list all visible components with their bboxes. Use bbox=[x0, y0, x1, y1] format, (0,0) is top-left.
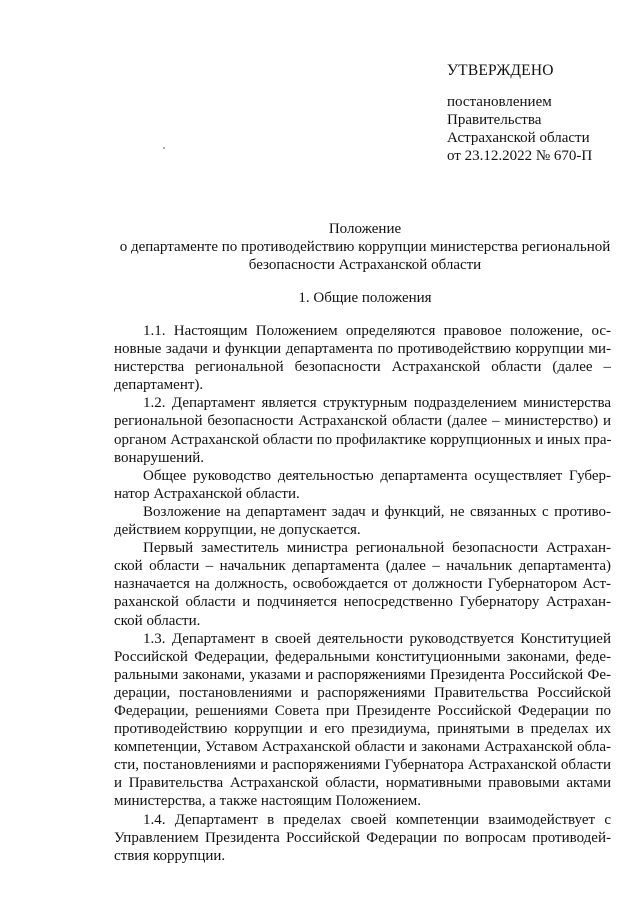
paragraph-line: Возложение на департамент задач и функций, не связанных с противо- bbox=[143, 503, 611, 520]
paragraph-line: нистерства региональной безопасности Астраханской области (далее – bbox=[114, 359, 611, 376]
approval-block bbox=[447, 62, 637, 165]
document-heading bbox=[100, 220, 630, 274]
paragraph-line: региональной безопасности Астраханской области (далее – министерство) и bbox=[114, 413, 611, 430]
paragraph bbox=[114, 467, 611, 503]
paragraph-line: вонарушений. bbox=[114, 449, 205, 466]
heading-subtitle-line: о департаменте по противодействию коррупции министерства региональной bbox=[119, 239, 611, 255]
paragraph-line: 1.1. Настоящим Положением определяются правовое положение, ос- bbox=[143, 323, 611, 339]
paragraph-line: органом Астраханской области по профилактике коррупционных и иных пра- bbox=[114, 431, 612, 448]
paragraph-line: раханской области и подчиняется непосредственно Губернатору Астрахан- bbox=[114, 594, 611, 611]
paragraph-line: Управлением Президента Российской Федерации по вопросам противодей- bbox=[114, 829, 611, 846]
paragraph bbox=[114, 539, 611, 629]
paragraph-line: Федерации, решениями Совета при Президенте Российской Федерации по bbox=[114, 702, 611, 719]
approval-line: от 23.12.2022 № 670-П bbox=[447, 148, 593, 164]
section-title: 1. Общие положения bbox=[298, 290, 432, 306]
body-text bbox=[114, 322, 611, 865]
paragraph-line: сти, постановлениями и распоряжениями Губернатора Астраханской области bbox=[114, 757, 611, 774]
scan-speck bbox=[163, 147, 165, 149]
paragraph-line: Общее руководство деятельностью департамента осуществляет Губер- bbox=[143, 467, 611, 484]
paragraph bbox=[114, 630, 611, 811]
paragraph bbox=[114, 503, 611, 539]
paragraph-line: 1.4. Департамент в пределах своей компетенции взаимодействует с bbox=[143, 811, 611, 828]
paragraph-line: департамент). bbox=[114, 377, 204, 394]
paragraph-line: Российской Федерации, федеральными конституционными законами, феде- bbox=[114, 648, 611, 665]
paragraph bbox=[114, 811, 611, 865]
paragraph bbox=[114, 322, 611, 394]
paragraph-line: министерства, а также настоящим Положением. bbox=[114, 793, 422, 810]
paragraph-line: ствия коррупции. bbox=[114, 847, 226, 864]
paragraph-line: компетенции, Уставом Астраханской области и законами Астраханской обла- bbox=[114, 739, 611, 756]
paragraph-line: и Правительства Астраханской области, нормативными правовыми актами bbox=[114, 775, 611, 792]
paragraph-line: 1.3. Департамент в своей деятельности руководствуется Конституцией bbox=[143, 630, 611, 647]
paragraph-line: назначается на должность, освобождается от должности Губернатором Аст- bbox=[114, 576, 611, 593]
paragraph-line: 1.2. Департамент является структурным подразделением министерства bbox=[143, 395, 611, 412]
paragraph-line: ральными законами, указами и распоряжениями Президента Российской Фе- bbox=[114, 666, 611, 683]
paragraph-line: новные задачи и функции департамента по противодействию коррупции ми- bbox=[114, 341, 611, 358]
paragraph-line: противодействию коррупции и его президиума, принятыми в пределах их bbox=[114, 721, 611, 738]
approval-line: Астраханской области bbox=[447, 130, 590, 146]
approval-stamp: УТВЕРЖДЕНО bbox=[447, 62, 554, 79]
approval-line: Правительства bbox=[447, 112, 542, 128]
paragraph-line: дерации, постановлениями и распоряжениями Правительства Российской bbox=[114, 684, 611, 701]
paragraph-line: действием коррупции, не допускается. bbox=[114, 522, 361, 539]
heading-subtitle-line: безопасности Астраханской области bbox=[248, 257, 482, 273]
paragraph bbox=[114, 394, 611, 466]
paragraph-line: Первый заместитель министра региональной безопасности Астрахан- bbox=[143, 540, 611, 557]
paragraph-line: натор Астраханской области. bbox=[114, 485, 300, 502]
paragraph-line: ской области. bbox=[114, 612, 201, 629]
heading-title: Положение bbox=[328, 221, 402, 237]
approval-line: постановлением bbox=[447, 94, 552, 110]
paragraph-line: ской области – начальник департамента (далее – начальник департамента) bbox=[114, 558, 611, 575]
